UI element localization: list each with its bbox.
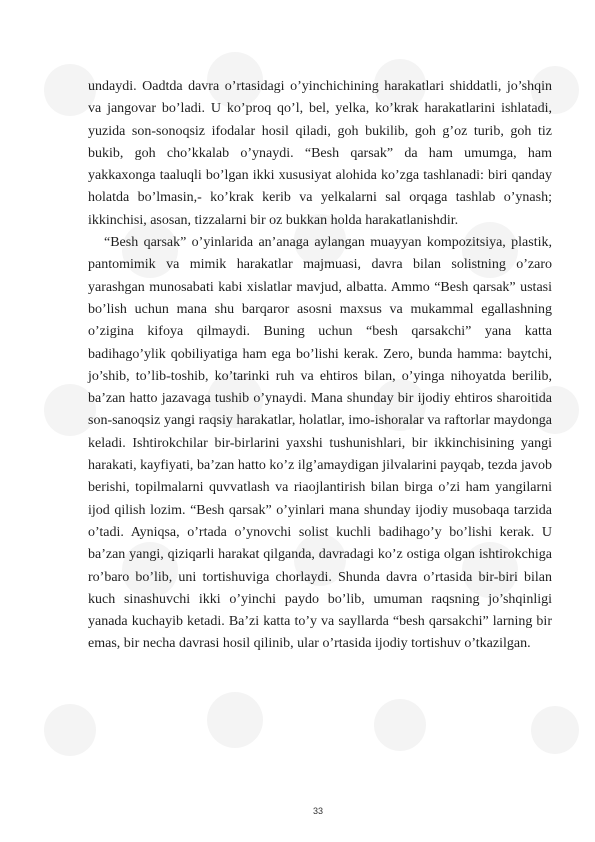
paragraph-2: “Besh qarsak” o’yinlarida an’anaga aylangan muayyan kompozitsiya, plastik, pantomimik va mimik harakatlar majmuasi, davra bilan solistning o’zaro yarashgan munosabati kabi xislatlar mavjud, albatta. Ammo “Besh qarsak” ustasi bo’lish uchun mana shu barqaror asosni maxsus va mukammal egallashning o’zigina kifoya qilmaydi. Buning uchun “besh qarsakchi” yana katta badihago’ylik qobiliyatiga ham ega bo’lishi kerak. Zero, bunda hamma: baytchi, jo’shib, to’lib-toshib, ko’tarinki ruh va ehtiros bilan, o’yinga nihoyatda berilib, ba’zan hatto jazavaga tushib o’ynaydi. Mana shunday bir ijodiy ehtiros sharoitida son-sanoqsiz yangi raqsiy harakatlar, holatlar, imo-ishoralar va raftorlar maydonga keladi. Ishtirokchilar bir-birlarini yaxshi tushunishlari, bir ikkinchisining yangi harakati, kayfiyati, ba’zan hatto ko’z ilg’amaydigan jilvalarini payqab, tezda javob berishi, topilmalarni quvvatlash va riaojlantirish bilan birga o’zi ham yangilarni ijod qilish lozim. “Besh qarsak” o’yinlari mana shunday ijodiy musobaqa tarzida o’tadi. Ayniqsa, o’rtada o’ynovchi solist kuchli badihago’y bo’lishi kerak. U ba’zan yangi, qiziqarli harakat qilganda, davradagi ko’z ostiga olgan ishtirokchiga ro’baro bo’lib, uni tortishuviga chorlaydi. Shunda davra o’rtasida bir-biri bilan kuch sinashuvchi ikki o’yinchi paydo bo’lib, umuman raqsning jo’shqinligi yanada kuchayib ketadi. Ba’zi katta to’y va sayllarda “besh qarsakchi” larning bir emas, bir necha davrasi hosil qilinib, ular o’rtasida ijodiy tortishuv o’tkazilgan. [88,235,552,652]
paragraph-1: undaydi. Oadtda davra o’rtasidagi o’yinchichining harakatlari shiddatli, jo’shqin va jangovar bo’ladi. U ko’proq qo’l, bel, yelka, ko’krak harakatlarini ishlatadi, yuzida son-sonoqsiz ifodalar hosil qiladi, goh bukilib, goh g’oz turib, goh tiz bukib, goh cho’kkalab o’ynaydi. “Besh qarsak” da ham umumga, ham yakkaxonga taaluqli bo’lgan ikki xususiyat alohida ko’zga tashlanadi: biri qanday holatda bo’lmasin,- ko’krak kerib va yelkalarni sal orqaga tashlab o’ynash; ikkinchisi, asosan, tizzalarni bir oz bukkan holda harakatlanishdir. [88,79,552,228]
page-number: 33 [312,806,323,816]
body-text [88,76,552,656]
